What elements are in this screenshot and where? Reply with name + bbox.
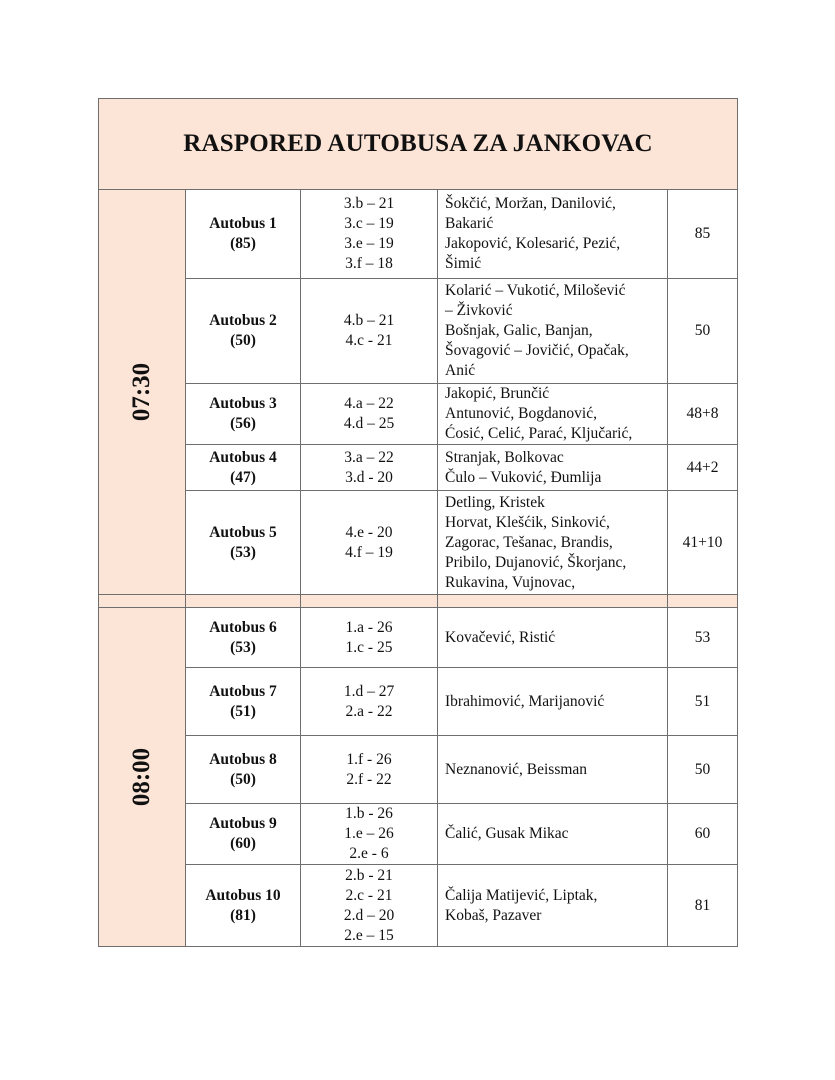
class-entry: 2.e - 6 — [349, 845, 389, 862]
bus-cell — [186, 608, 301, 668]
teacher-names-line: – Živković — [445, 302, 513, 319]
teachers-cell — [438, 608, 668, 668]
passenger-count: 60 — [694, 825, 711, 842]
count-cell — [668, 865, 738, 947]
time-cell — [99, 608, 186, 947]
bus-cell — [186, 445, 301, 491]
teacher-names-line: Horvat, Klešćik, Sinković, — [445, 513, 610, 531]
passenger-count: 41+10 — [682, 533, 723, 551]
bus-capacity: (60) — [230, 835, 256, 852]
count-cell — [668, 190, 738, 279]
teacher-names-line: Šokčić, Moržan, Danilović, — [445, 195, 616, 212]
class-entry: 4.f – 19 — [345, 543, 393, 561]
class-entry: 3.c – 19 — [344, 215, 394, 232]
teacher-names-line: Kolarić – Vukotić, Milošević — [445, 282, 626, 299]
teachers-cell — [438, 668, 668, 736]
teacher-names-line: Čalija Matijević, Liptak, — [445, 886, 598, 904]
class-entry: 4.c - 21 — [345, 332, 393, 349]
classes-cell — [301, 190, 438, 279]
class-entry: 1.a - 26 — [345, 618, 393, 636]
title-row — [99, 99, 738, 190]
passenger-count: 81 — [694, 896, 711, 914]
bus-row — [99, 384, 738, 445]
teacher-names-line: Antunović, Bogdanović, — [445, 405, 597, 422]
classes-cell — [301, 279, 438, 384]
bus-row — [99, 804, 738, 865]
bus-cell — [186, 804, 301, 865]
bus-capacity: (50) — [230, 332, 256, 349]
teachers-cell — [438, 491, 668, 595]
bus-cell — [186, 865, 301, 947]
bus-name: Autobus 1 — [209, 215, 277, 232]
page-title: RASPORED AUTOBUSA ZA JANKOVAC — [183, 130, 653, 157]
count-cell — [668, 445, 738, 491]
teachers-cell — [438, 190, 668, 279]
passenger-count: 51 — [694, 692, 711, 710]
classes-cell — [301, 736, 438, 804]
class-entry: 1.d – 27 — [343, 682, 395, 700]
departure-time: 07:30 — [128, 362, 155, 422]
departure-time: 08:00 — [128, 747, 155, 807]
bus-cell — [186, 279, 301, 384]
classes-cell — [301, 445, 438, 491]
class-entry: 1.b - 26 — [345, 805, 393, 822]
teacher-names-line: Stranjak, Bolkovac — [445, 448, 564, 466]
bus-name: Autobus 6 — [209, 618, 277, 636]
passenger-count: 48+8 — [686, 405, 719, 422]
time-cell — [99, 190, 186, 595]
count-cell — [668, 804, 738, 865]
class-entry: 3.b – 21 — [343, 195, 395, 212]
class-entry: 2.a - 22 — [345, 702, 393, 720]
class-entry: 2.c - 21 — [345, 886, 393, 904]
bus-row — [99, 445, 738, 491]
classes-cell — [301, 608, 438, 668]
class-entry: 3.e – 19 — [344, 235, 394, 252]
count-cell — [668, 736, 738, 804]
bus-row — [99, 279, 738, 384]
class-entry: 2.b - 21 — [345, 866, 393, 884]
bus-schedule-table — [98, 98, 738, 947]
class-entry: 4.b – 21 — [343, 312, 395, 329]
teachers-cell — [438, 279, 668, 384]
teacher-names-line: Jakopić, Brunčić — [445, 385, 550, 402]
teacher-names-line: Neznanović, Beissman — [445, 760, 588, 778]
bus-row — [99, 736, 738, 804]
teachers-cell — [438, 865, 668, 947]
bus-capacity: (50) — [230, 770, 256, 788]
bus-name: Autobus 3 — [209, 395, 277, 412]
bus-name: Autobus 4 — [209, 448, 277, 466]
bus-cell — [186, 491, 301, 595]
class-entry: 1.c - 25 — [345, 638, 393, 656]
bus-cell — [186, 384, 301, 445]
bus-row — [99, 865, 738, 947]
classes-cell — [301, 668, 438, 736]
bus-row — [99, 608, 738, 668]
teacher-names-line: Bošnjak, Galic, Banjan, — [445, 322, 593, 339]
teacher-names-line: Bakarić — [445, 215, 494, 232]
teacher-names-line: Kobaš, Pazaver — [445, 906, 542, 924]
bus-name: Autobus 8 — [209, 750, 277, 768]
passenger-count: 44+2 — [686, 458, 719, 476]
teacher-names-line: Zagorac, Tešanac, Brandis, — [445, 533, 613, 551]
class-entry: 4.d – 25 — [343, 415, 395, 432]
teachers-cell — [438, 736, 668, 804]
bus-cell — [186, 736, 301, 804]
teacher-names-line: Čalić, Gusak Mikac — [445, 825, 569, 842]
bus-capacity: (85) — [230, 235, 256, 252]
teachers-cell — [438, 804, 668, 865]
bus-capacity: (81) — [230, 906, 256, 924]
teacher-names-line: Čulo – Vuković, Đumlija — [445, 468, 602, 486]
bus-name: Autobus 9 — [209, 815, 277, 832]
teacher-names-line: Šimić — [445, 255, 482, 272]
class-entry: 3.f – 18 — [345, 255, 393, 272]
teacher-names-line: Ćosić, Celić, Parać, Ključarić, — [445, 425, 633, 442]
bus-cell — [186, 190, 301, 279]
count-cell — [668, 608, 738, 668]
teacher-names-line: Šovagović – Jovičić, Opačak, — [445, 342, 629, 359]
classes-cell — [301, 491, 438, 595]
teachers-cell — [438, 384, 668, 445]
bus-capacity: (53) — [230, 543, 256, 561]
spacer-cell — [301, 595, 438, 608]
teacher-names-line: Rukavina, Vujnovac, — [445, 573, 576, 591]
teacher-names-line: Kovačević, Ristić — [445, 628, 556, 646]
classes-cell — [301, 384, 438, 445]
class-entry: 3.a – 22 — [344, 448, 394, 466]
count-cell — [668, 491, 738, 595]
bus-name: Autobus 2 — [209, 312, 277, 329]
spacer-cell — [668, 595, 738, 608]
spacer-row — [99, 595, 738, 608]
bus-row — [99, 491, 738, 595]
class-entry: 4.e - 20 — [345, 523, 393, 541]
teacher-names-line: Detling, Kristek — [445, 493, 545, 511]
class-entry: 1.e – 26 — [344, 825, 394, 842]
title-cell — [99, 99, 738, 190]
passenger-count: 53 — [694, 628, 711, 646]
bus-row — [99, 190, 738, 279]
classes-cell — [301, 804, 438, 865]
classes-cell — [301, 865, 438, 947]
passenger-count: 50 — [694, 760, 711, 778]
bus-capacity: (56) — [230, 415, 256, 432]
spacer-cell — [438, 595, 668, 608]
bus-capacity: (47) — [230, 468, 256, 486]
count-cell — [668, 279, 738, 384]
count-cell — [668, 384, 738, 445]
teacher-names-line: Anić — [445, 362, 476, 379]
class-entry: 2.e – 15 — [344, 926, 394, 944]
passenger-count: 50 — [694, 322, 711, 339]
bus-capacity: (51) — [230, 702, 256, 720]
teacher-names-line: Jakopović, Kolesarić, Pezić, — [445, 235, 621, 252]
bus-name: Autobus 7 — [209, 682, 277, 700]
teacher-names-line: Pribilo, Dujanović, Škorjanc, — [445, 553, 627, 571]
class-entry: 4.a – 22 — [344, 395, 394, 412]
spacer-cell — [99, 595, 186, 608]
bus-capacity: (53) — [230, 638, 256, 656]
teacher-names-line: Ibrahimović, Marijanović — [445, 692, 605, 710]
bus-name: Autobus 10 — [205, 886, 281, 904]
class-entry: 1.f - 26 — [346, 750, 392, 768]
count-cell — [668, 668, 738, 736]
bus-cell — [186, 668, 301, 736]
class-entry: 2.d – 20 — [343, 906, 395, 924]
bus-row — [99, 668, 738, 736]
passenger-count: 85 — [694, 225, 711, 242]
teachers-cell — [438, 445, 668, 491]
bus-name: Autobus 5 — [209, 523, 277, 541]
spacer-cell — [186, 595, 301, 608]
class-entry: 3.d - 20 — [345, 468, 393, 486]
class-entry: 2.f - 22 — [346, 770, 392, 788]
